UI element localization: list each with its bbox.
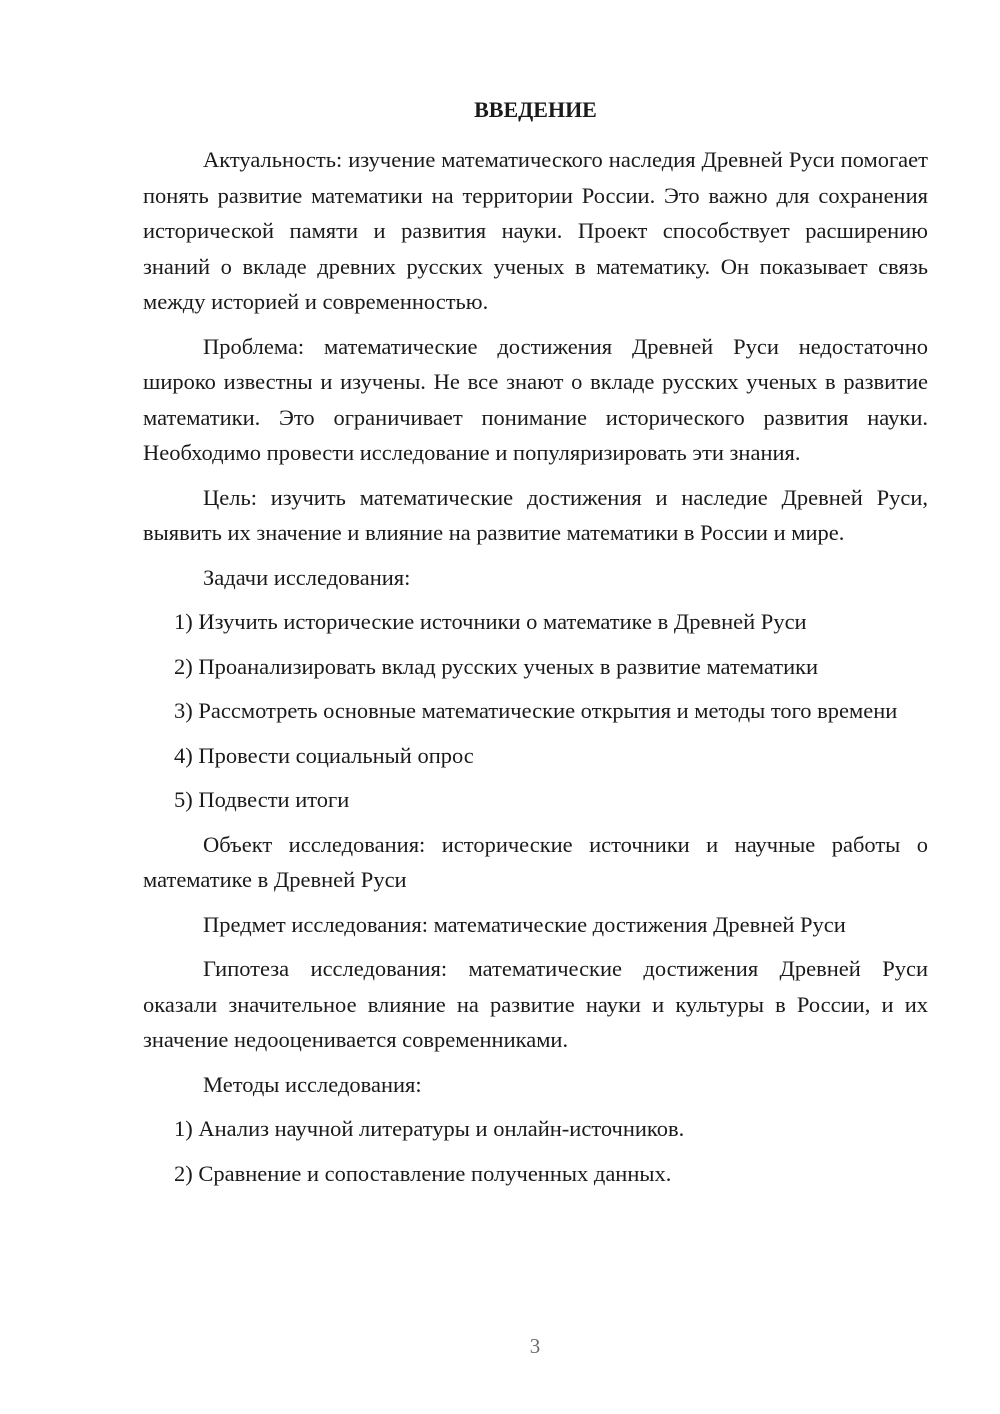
task-item-1: 1) Изучить исторические источники о математике в Древней Руси <box>174 609 807 634</box>
tasks-intro: Задачи исследования: <box>203 564 411 590</box>
section-heading: ВВЕДЕНИЕ <box>474 97 597 122</box>
method-item-2: 2) Сравнение и сопоставление полученных данных. <box>174 1160 672 1186</box>
method-item-1: 1) Анализ научной литературы и онлайн-источников. <box>174 1116 685 1141</box>
goal-paragraph: Цель: изучить математические достижения и наследие Древней Руси, выявить их значение и влияние на развитие математики в России и мире. <box>143 484 928 545</box>
subject-paragraph: Предмет исследования: математические достижения Древней Руси <box>203 911 846 937</box>
methods-intro: Методы исследования: <box>203 1071 422 1097</box>
page-number: 3 <box>529 1334 541 1358</box>
object-paragraph: Объект исследования: исторические источники и научные работы о математике в Древней Руси <box>143 831 928 892</box>
document-body <box>143 142 928 1200</box>
task-item-2: 2) Проанализировать вклад русских ученых в развитие математики <box>174 653 819 679</box>
relevance-paragraph: Актуальность: изучение математического наследия Древней Руси помогает понять развитие математики на территории России. Это важно для сохранения исторической памяти и развития науки. Проект способствует расширению знаний о вкладе древних русских ученых в математику. Он показывает связь между историей и современностью. <box>143 147 928 314</box>
hypothesis-paragraph: Гипотеза исследования: математические достижения Древней Руси оказали значительное влияние на развитие науки и культуры в России, и их значение недооценивается современниками. <box>143 956 928 1052</box>
task-item-3: 3) Рассмотреть основные математические открытия и методы того времени <box>174 698 898 723</box>
task-item-5: 5) Подвести итоги <box>174 787 350 812</box>
task-item-4: 4) Провести социальный опрос <box>174 742 474 768</box>
problem-paragraph: Проблема: математические достижения Древней Руси недостаточно широко известны и изучены. Не все знают о вкладе русских ученых в развитие математики. Это ограничивает понимание исторического развития науки. Необходимо провести исследование и популяризировать эти знания. <box>143 333 928 465</box>
